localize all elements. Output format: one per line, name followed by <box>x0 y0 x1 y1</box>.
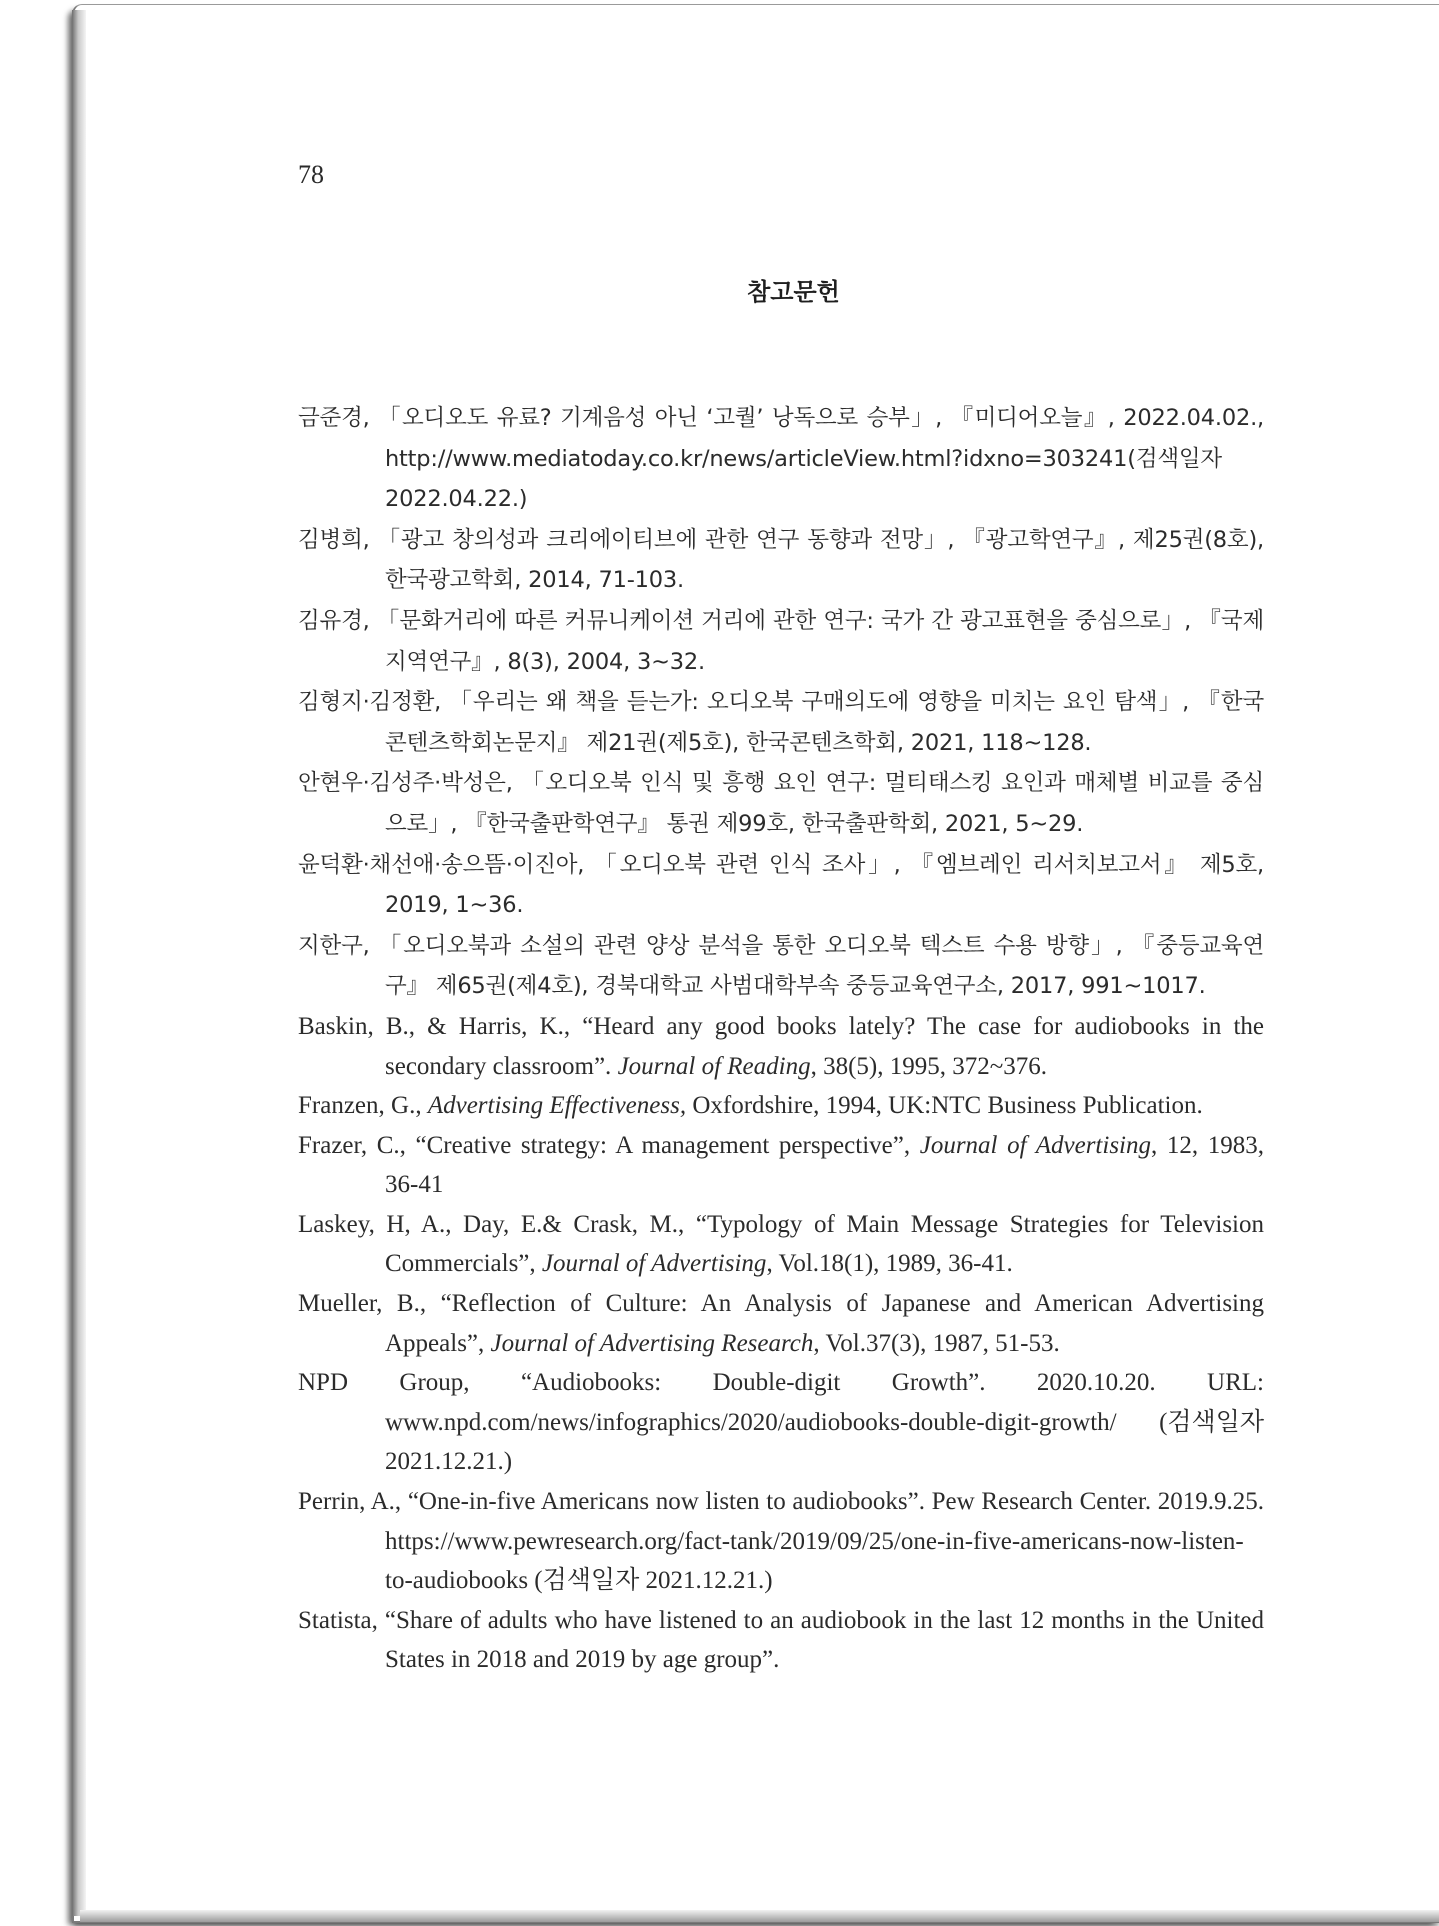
reference-entry <box>298 398 1264 520</box>
reference-text: 금준경, 「오디오도 유료? 기계음성 아닌 ‘고퀄’ 낭독으로 승부」, 『미디어오늘』, 2022.04.02., http://www.mediatoday.co.kr/news/articleView.html?idxno=303241(검색일자 2022.04.22.) <box>298 405 1264 513</box>
reference-text: 윤덕환·채선애·송으뜸·이진아, 「오디오북 관련 인식 조사」, 『엠브레인 리서치보고서』 제5호, 2019, 1~36. <box>298 851 1264 919</box>
reference-entry <box>298 1482 1264 1601</box>
book-title: Advertising Effectiveness, <box>427 1092 687 1120</box>
reference-details: , Vol.18(1), 1989, 36-41. <box>766 1250 1013 1278</box>
reference-entry <box>298 520 1264 601</box>
reference-entry <box>298 845 1264 926</box>
page-bottom-edge-shadow <box>80 1910 1439 1922</box>
section-title: 참고문헌 <box>747 278 840 306</box>
reference-details: , 38(5), 1995, 372~376. <box>810 1052 1048 1080</box>
reference-text: 안현우·김성주·박성은, 「오디오북 인식 및 흥행 요인 연구: 멀티태스킹 요인과 매체별 비교를 중심으로」, 『한국출판학연구』 통권 제99호, 한국출판학회, 2021, 5~29. <box>298 770 1264 837</box>
reference-text: Laskey, H, A., Day, E.& Crask, M., “Typology of Main Message Strategies for Television Commercials”, <box>298 1210 1264 1278</box>
reference-details: Oxfordshire, 1994, UK:NTC Business Publication. <box>686 1092 1203 1120</box>
reference-text: Statista, “Share of adults who have listened to an audiobook in the last 12 months in the United States in 2018 and 2019 by age group”. <box>298 1606 1264 1674</box>
reference-text: Frazer, C., “Creative strategy: A management perspective”, <box>298 1131 920 1159</box>
reference-entry <box>298 682 1264 763</box>
reference-details: , Vol.37(3), 1987, 51-53. <box>813 1329 1060 1357</box>
reference-entry <box>298 763 1264 844</box>
reference-text: 김병희, 「광고 창의성과 크리에이티브에 관한 연구 동향과 전망」, 『광고학연구』, 제25권(8호), 한국광고학회, 2014, 71-103. <box>298 526 1264 594</box>
reference-entry <box>298 1086 1264 1126</box>
reference-text: 지한구, 「오디오북과 소설의 관련 양상 분석을 통한 오디오북 텍스트 수용 방향」, 『중등교육연구』 제65권(제4호), 경북대학교 사범대학부속 중등교육연구소, 2017, 991~1017. <box>298 932 1264 1000</box>
reference-text: Mueller, B., “Reflection of Culture: An Analysis of Japanese and American Advertising Appeals”, <box>298 1290 1264 1357</box>
reference-text: Perrin, A., “One-in-five Americans now listen to audiobooks”. Pew Research Center. 2019.9.25. https://www.pewresearch.org/fact-tank/2019/09/25/one-in-five-americans-now-listen-to-audiobooks (검색일자 2021.12.21.) <box>298 1488 1264 1595</box>
reference-text: Baskin, B., & Harris, K., “Heard any good books lately? The case for audiobooks in the secondary classroom”. <box>298 1012 1264 1080</box>
reference-text: 김유경, 「문화거리에 따른 커뮤니케이션 거리에 관한 연구: 국가 간 광고표현을 중심으로」, 『국제지역연구』, 8(3), 2004, 3~32. <box>298 607 1264 675</box>
journal-title: Journal of Advertising <box>541 1250 767 1278</box>
reference-text: 김형지·김정환, 「우리는 왜 책을 듣는가: 오디오북 구매의도에 영향을 미치는 요인 탐색」, 『한국콘텐츠학회논문지』 제21권(제5호), 한국콘텐츠학회, 2021, 118~128. <box>298 689 1264 756</box>
reference-entry <box>298 1007 1264 1086</box>
reference-entry <box>298 1205 1264 1284</box>
reference-entry <box>298 1601 1264 1680</box>
reference-text: NPD Group, “Audiobooks: Double-digit Growth”. 2020.10.20. URL: www.npd.com/news/infographics/2020/audiobooks-double-digit-growth/ (검색일자 2021.12.21.) <box>298 1369 1264 1476</box>
reference-entry <box>298 1363 1264 1482</box>
reference-text: Franzen, G., <box>298 1092 428 1120</box>
journal-title: Journal of Reading <box>617 1052 811 1080</box>
reference-list <box>298 398 1264 1680</box>
reference-details: , 12, 1983, 36-41 <box>385 1131 1265 1199</box>
reference-entry <box>298 601 1264 682</box>
reference-entry <box>298 926 1264 1007</box>
reference-entry <box>298 1126 1264 1205</box>
journal-title: Journal of Advertising Research <box>490 1329 814 1357</box>
reference-entry <box>298 1284 1264 1363</box>
journal-title: Journal of Advertising <box>919 1131 1151 1159</box>
page-number: 78 <box>298 160 324 189</box>
